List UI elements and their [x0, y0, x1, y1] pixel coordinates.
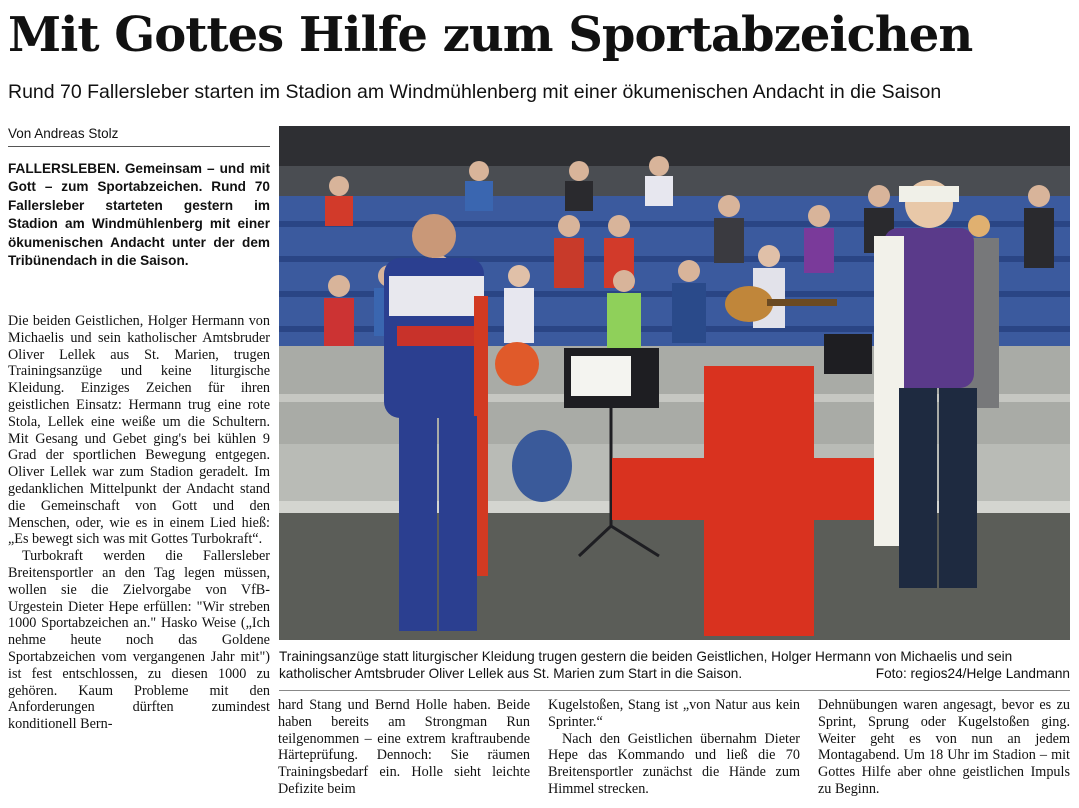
body-paragraph: Kugelstoßen, Stang ist „von Natur aus kein Sprinter.“ [548, 697, 800, 730]
body-paragraph: hard Stang und Bernd Holle haben. Beide haben bereits am Strongman Run teilgenommen – eine extrem kraftraubende Härteprüfung. Dennoch: Sie räumen Trainingsbedarf ein. Holle sieht leichte Defizite beim [278, 697, 530, 797]
body-paragraph: Turbokraft werden die Fallersleber Breitensportler an den Tag legen müssen, wollen sie die Zielvorgabe von VfB-Urgestein Dieter Hepe erfüllen: "Wir streben 1000 Sportabzeichen an." Hasko Weise („Ich nehme heute noch das Goldene Sportabzeichen vom vergangenen Jahr mit") ist fest entschlossen, zu diesen 1000 zu gehören. Kaum Probleme mit den Anforderungen dürften zumindest konditionell Bern- [8, 548, 270, 733]
byline: Von Andreas Stolz [8, 125, 270, 147]
lead-paragraph: FALLERSLEBEN. Gemeinsam – und mit Gott – zum Sportabzeichen. Rund 70 Fallersleber starteten gestern im Stadion am Windmühlenberg mit einer ökumenischen Andacht unter der dem Tribünendach in die Saison. [8, 161, 270, 269]
headline: Mit Gottes Hilfe zum Sportabzeichen [8, 7, 973, 63]
body-paragraph: Die beiden Geistlichen, Holger Hermann von Michaelis und sein katholischer Amtsbruder Oliver Lellek aus St. Marien, trugen Trainingsanzüge und keine liturgische Kleidung. Einziges Zeichen für ihren geistlichen Einsatz: Hermann trug eine rote Stola, Lellek eine weiße um die Schultern. Mit Gesang und Gebet ging's bei kühlen 9 Grad der sportlichen Bewegung entgegen. Oliver Lellek war zum Stadion geradelt. Im gedanklichen Mittelpunkt der Andacht stand die Gemeinschaft von Gott und den Menschen, oder, wie es in einem Lied hieß: „Es bewegt sich was mit Gottes Turbokraft“. [8, 313, 270, 548]
body-column-4 [818, 697, 1070, 805]
photo-credit: Foto: regios24/Helge Landmann [875, 666, 1070, 681]
article-photo [279, 126, 1070, 640]
body-paragraph: Dehnübungen waren angesagt, bevor es zu Sprint, Sprung oder Kugelstoßen ging. Weiter geht es von nun an jedem Montagabend. Um 18 Uhr im Stadion – mit Gottes Hilfe aber ohne geistlichen Impuls zu Beginn. [818, 697, 1070, 797]
subheadline: Rund 70 Fallersleber starten im Stadion am Windmühlenberg mit einer ökumenischen Andacht in die Saison [8, 81, 942, 103]
body-paragraph: Nach den Geistlichen übernahm Dieter Hepe das Kommando und ließ die 70 Breitensportler zunächst die Hände zum Himmel strecken. [548, 730, 800, 797]
body-column-1 [8, 313, 270, 805]
body-column-2 [278, 697, 530, 805]
photo-caption: Trainingsanzüge statt liturgischer Kleidung trugen gestern die beiden Geistlichen, Holger Hermann von Michaelis und sein katholischer Amtsbruder Oliver Lellek aus St. Marien zum Start in die Saison. [279, 649, 1013, 681]
caption-divider [279, 690, 1070, 691]
body-column-3 [548, 697, 800, 805]
